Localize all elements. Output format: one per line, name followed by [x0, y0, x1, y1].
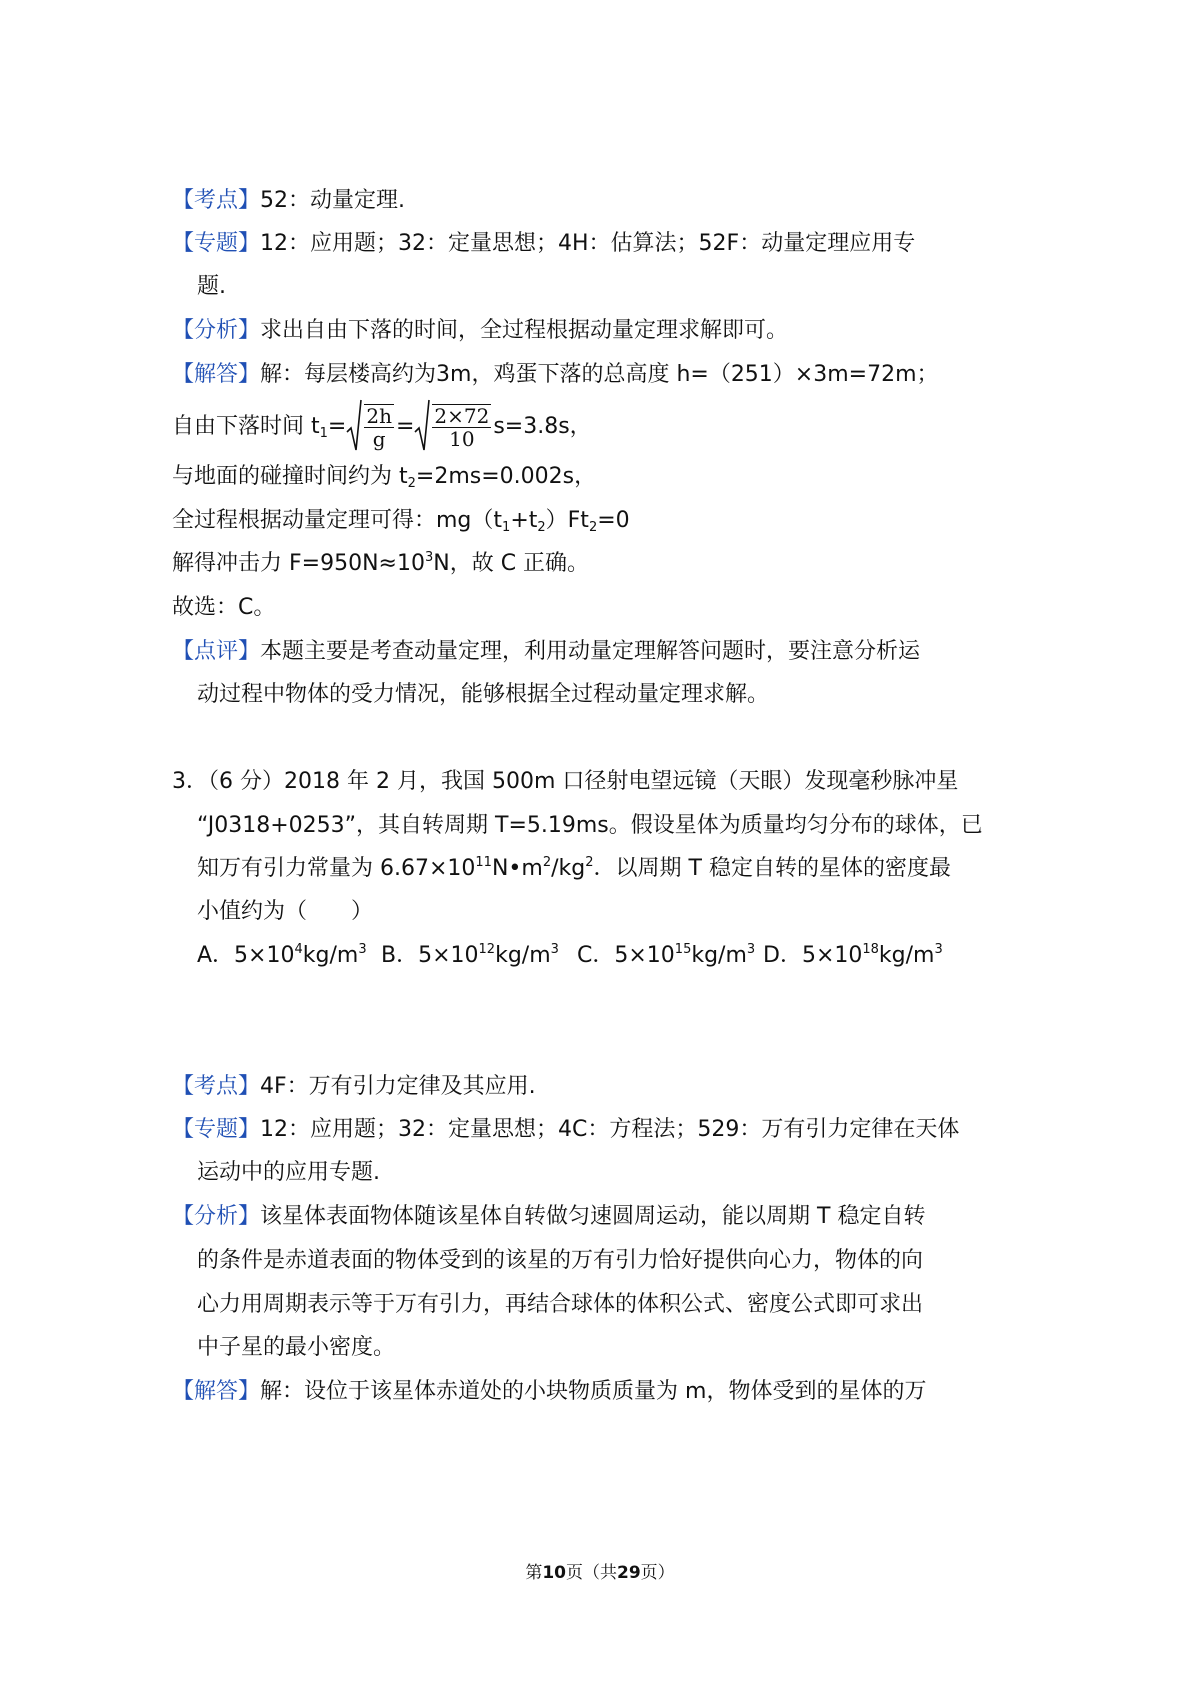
page-number: 10 — [542, 1563, 566, 1583]
kaodian-tag-2: 【考点】 — [172, 1074, 261, 1099]
result-line — [172, 549, 589, 579]
dianping-tag: 【点评】 — [172, 639, 261, 664]
question3-line3 — [197, 854, 951, 884]
collide-line — [172, 462, 596, 492]
result-sup: 3 — [424, 550, 434, 565]
kaodian-line — [172, 186, 405, 216]
frac1-den: g — [372, 427, 386, 451]
radical-sign-icon — [414, 398, 430, 454]
option-d[interactable] — [763, 941, 943, 971]
zhuanti-line — [172, 229, 915, 259]
frac2-num: 2×72 — [434, 404, 490, 428]
zhuanti-tag-2: 【专题】 — [172, 1117, 261, 1142]
fenxi-line-s2-2 — [197, 1246, 923, 1276]
footer-suffix: 页） — [640, 1563, 675, 1583]
option-c-exp: 15 — [674, 942, 692, 957]
momentum-sub1: 1 — [502, 520, 511, 535]
zhuanti-line-s2-2 — [197, 1158, 380, 1188]
option-a-exp: 4 — [294, 942, 303, 957]
option-a-unit-exp: 3 — [358, 942, 367, 957]
jieda-tag-2: 【解答】 — [172, 1379, 261, 1404]
fenxi-line-s2 — [172, 1202, 925, 1232]
page-footer — [0, 1558, 1200, 1583]
question3-line4 — [197, 897, 373, 927]
option-c-unit-exp: 3 — [746, 942, 756, 957]
kaodian-text-2: 4F：万有引力定律及其应用. — [260, 1074, 536, 1099]
sqrt-2h-over-g — [346, 404, 396, 450]
option-d-label: D．5×10 — [763, 943, 863, 968]
momentum-plus: +t — [510, 508, 538, 533]
frac1-num: 2h — [366, 404, 392, 428]
option-d-unit: kg/m — [878, 943, 935, 968]
jieda-line-s2 — [172, 1377, 926, 1407]
zhuanti-text-s2-2: 运动中的应用专题. — [197, 1160, 380, 1185]
option-b[interactable] — [381, 941, 559, 971]
option-c-unit: kg/m — [691, 943, 747, 968]
dianping-line — [172, 637, 920, 667]
choice-line — [172, 593, 275, 623]
kaodian-text: 52：动量定理. — [260, 188, 406, 213]
equals-sign: = — [327, 414, 347, 439]
fenxi-tag: 【分析】 — [172, 318, 261, 343]
equals-sign-2: = — [395, 414, 415, 439]
jieda-text: 解：每层楼高约为3m，鸡蛋下落的总高度 h=（25﻿1）×3m=72m； — [260, 362, 939, 387]
fenxi-tag-2: 【分析】 — [172, 1204, 261, 1229]
fenxi-text-s2-2: 的条件是赤道表面的物体受到的该星的万有引力恰好提供向心力，物体的向 — [197, 1248, 924, 1273]
jieda-line — [172, 360, 939, 390]
fraction-2h-g — [364, 404, 394, 450]
question-number: 3． — [172, 769, 208, 794]
zhuanti-tag: 【专题】 — [172, 231, 261, 256]
exp-2b: 2 — [585, 855, 594, 870]
fenxi-line-s2-4 — [197, 1333, 395, 1363]
unit-nm: N•m — [491, 856, 543, 881]
freefall-suffix: s=3.8s， — [493, 414, 592, 439]
momentum-suffix: =0 — [597, 508, 630, 533]
momentum-sub2: 2 — [537, 520, 546, 535]
dianping-text-2: 动过程中物体的受力情况，能够根据全过程动量定理求解。 — [197, 682, 770, 707]
result-suffix: N，故 C 正确。 — [433, 551, 590, 576]
option-a-label: A．5×10 — [197, 943, 295, 968]
zhuanti-text-2: 题. — [197, 274, 226, 299]
option-b-unit: kg/m — [495, 943, 551, 968]
option-d-unit-exp: 3 — [934, 942, 943, 957]
footer-prefix: 第 — [525, 1563, 543, 1583]
option-a[interactable] — [197, 941, 367, 971]
fraction-2x72-10 — [432, 404, 491, 450]
question-text-1: （6 分）2018 年 2 月，我国 500m 口径射电望远镜（天眼）发现毫秒脉冲星 — [208, 769, 959, 794]
fenxi-line-s2-3 — [197, 1290, 923, 1320]
kaodian-line-2 — [172, 1072, 536, 1102]
fenxi-text-s2-1: 该星体表面物体随该星体自转做匀速圆周运动，能以周期 T 稳定自转 — [260, 1204, 926, 1229]
question3-line2 — [197, 811, 983, 841]
question-text-2: “J0318+0253”，其自转周期 T=5.19ms。假设星体为质量均匀分布的球体，已 — [197, 813, 983, 838]
sqrt-144-over-10 — [414, 404, 493, 450]
fenxi-text-s2-4: 中子星的最小密度。 — [197, 1335, 396, 1360]
collide-sub: 2 — [407, 476, 416, 491]
option-b-unit-exp: 3 — [550, 942, 559, 957]
total-pages: 29 — [617, 1563, 641, 1583]
zhuanti-line-s2 — [172, 1115, 959, 1145]
option-b-label: B．5×10 — [381, 943, 479, 968]
jieda-text-s2: 解：设位于该星体赤道处的小块物质质量为 m，物体受到的星体的万 — [260, 1379, 927, 1404]
freefall-prefix: 自由下落时间 t — [172, 414, 320, 439]
freefall-formula-line — [172, 404, 592, 450]
momentum-line — [172, 506, 630, 536]
collide-prefix: 与地面的碰撞时间约为 t — [172, 464, 408, 489]
jieda-tag: 【解答】 — [172, 362, 261, 387]
collide-suffix: =2ms=0.002s， — [415, 464, 597, 489]
result-prefix: 解得冲击力 F=950N≈10 — [172, 551, 425, 576]
option-d-exp: 18 — [862, 942, 879, 957]
frac2-den: 10 — [449, 427, 475, 451]
exponent-neg11: ﻿$^{11}$ — [475, 855, 492, 870]
question-text-3-prefix: 知万有引力常量为 6.67×10 — [197, 856, 476, 881]
choice-text: 故选：C。 — [172, 595, 276, 620]
radical-sign-icon — [346, 398, 362, 454]
fenxi-text-s2-3: 心力用周期表示等于万有引力，再结合球体的体积公式、密度公式即可求出 — [197, 1292, 924, 1317]
question-text-3-suffix: ．以周期 T 稳定自转的星体的密度最 — [593, 856, 951, 881]
dianping-line-2 — [197, 680, 769, 710]
footer-mid: 页（共 — [566, 1563, 617, 1583]
unit-kg: /kg — [551, 856, 586, 881]
option-c-label: C．5×10 — [577, 943, 675, 968]
freefall-sub: 1 — [319, 426, 328, 441]
momentum-mid: ）﻿Ft — [545, 508, 589, 533]
kaodian-tag: 【考点】 — [172, 188, 261, 213]
zhuanti-text-s2-1: 12：应用题；32：定量思想；4C：方程法；529：万有引力定律在天体 — [260, 1117, 960, 1142]
option-b-exp: 12 — [478, 942, 496, 957]
question-text-4: 小值约为（ ） — [197, 899, 374, 924]
exp-2a: 2 — [542, 855, 552, 870]
momentum-prefix: 全过程根据动量定理可得：mg（t — [172, 508, 503, 533]
fenxi-text: 求出自由下落的时间，全过程根据动量定理求解即可。 — [260, 318, 789, 343]
fenxi-line — [172, 316, 788, 346]
option-c[interactable] — [577, 941, 755, 971]
momentum-sub3: 2 — [588, 520, 598, 535]
zhuanti-line-2 — [197, 272, 226, 302]
option-a-unit: kg/m — [302, 943, 359, 968]
zhuanti-text: 12：应用题；32：定量思想；4H：估算法；52F：动量定理应用专 — [260, 231, 916, 256]
dianping-text: 本题主要是考查动量定理，利用动量定理解答问题时，要注意分析运 — [260, 639, 921, 664]
question3-line1 — [172, 767, 958, 797]
